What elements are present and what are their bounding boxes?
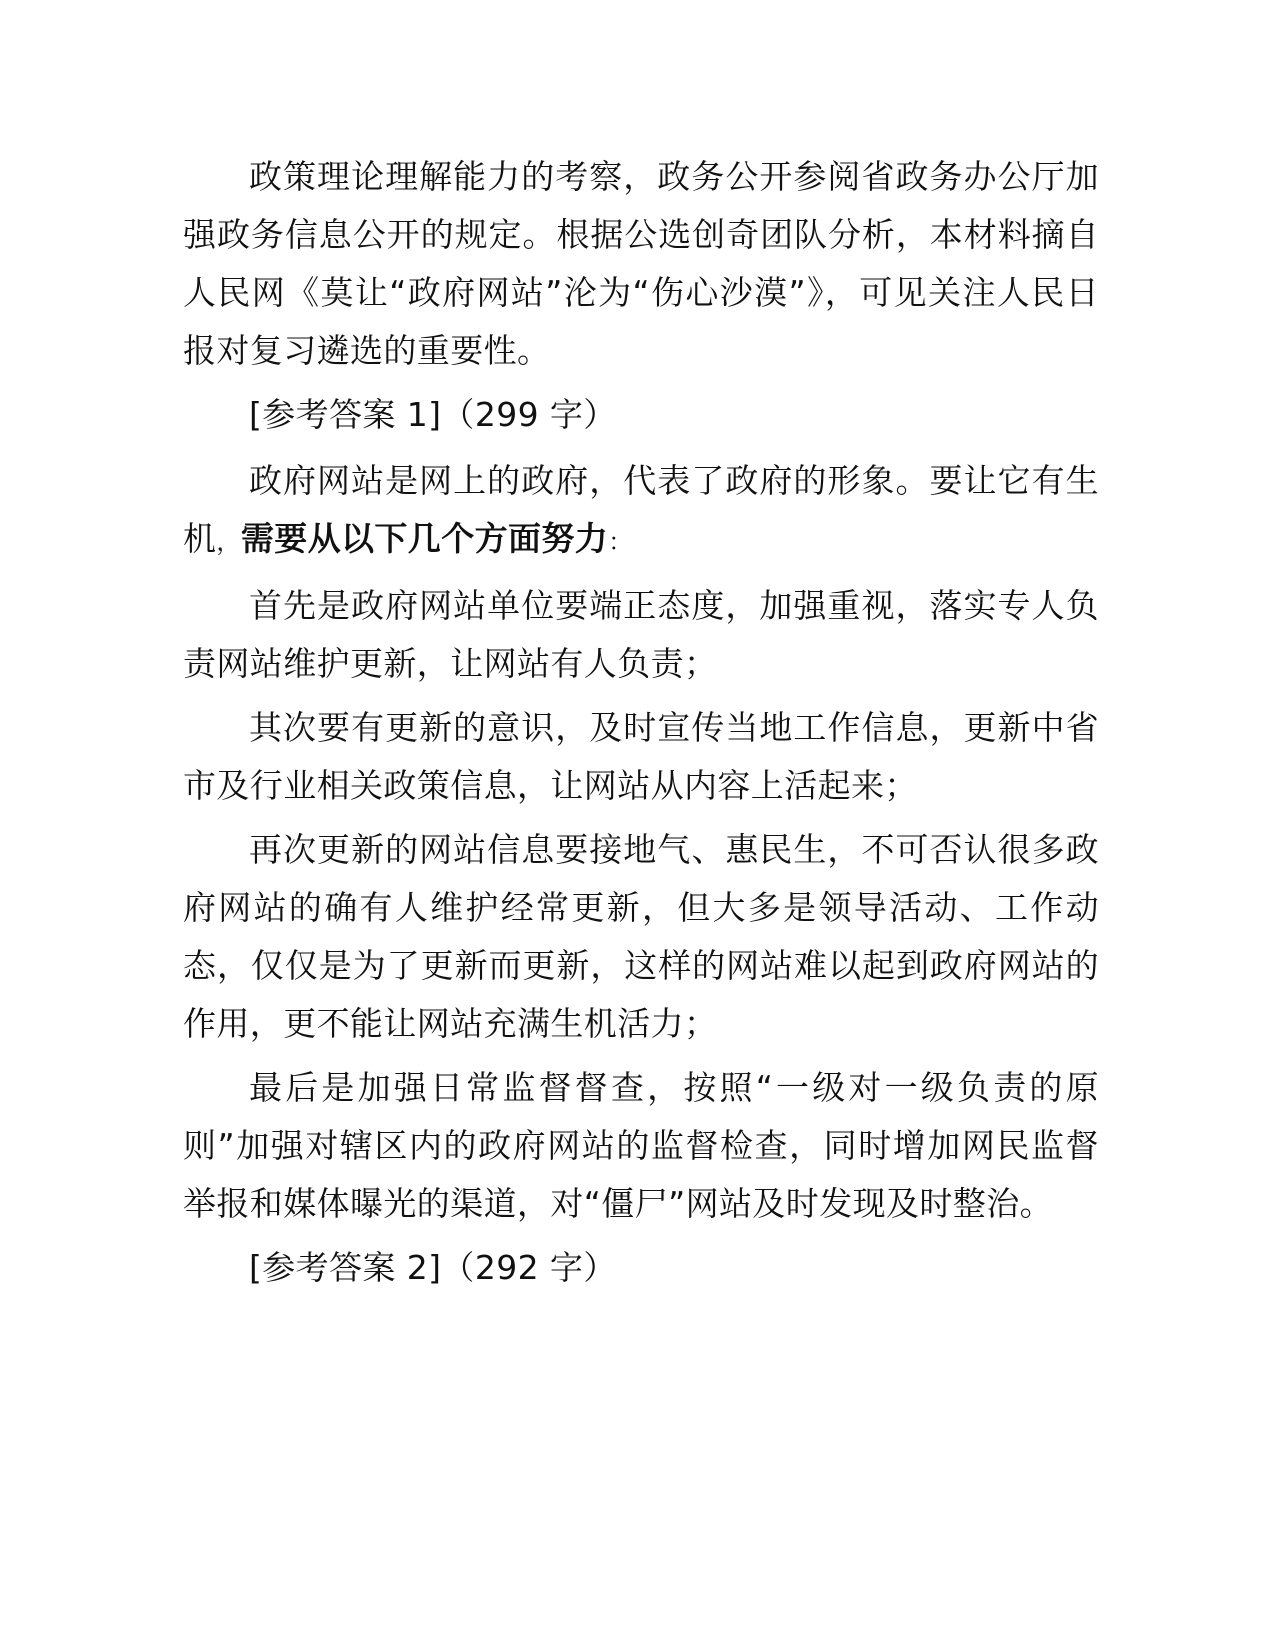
answer-1-paragraph-5: 最后是加强日常监督督查，按照“一级对一级负责的原则”加强对辖区内的政府网站的监督检查，同时增加网民监督举报和媒体曝光的渠道，对“僵尸”网站及时发现及时整治。 xyxy=(183,1068,1099,1223)
answer-1-paragraph-1-bold: 需要从以下几个方面努力 xyxy=(240,519,609,558)
answer-1-paragraph-2: 首先是政府网站单位要端正态度，加强重视，落实专人负责网站维护更新，让网站有人负责； xyxy=(183,586,1099,683)
answer-1-paragraph-3: 其次要有更新的意识，及时宣传当地工作信息，更新中省市及行业相关政策信息，让网站从内容上活起来； xyxy=(183,708,1099,805)
answer-1-heading: [参考答案 1]（299 字） xyxy=(249,395,617,434)
answer-1-paragraph-1 xyxy=(183,452,1099,571)
answer-2-heading: [参考答案 2]（292 字） xyxy=(249,1248,617,1287)
document-page xyxy=(183,148,1099,1305)
answer-1-paragraph-1-colon: ： xyxy=(608,528,633,556)
answer-1-paragraph-1-lead: 政府网站是网上的政府，代表了政府的形象。要让它有生机 xyxy=(183,461,1099,558)
answer-1-paragraph-4: 再次更新的网站信息要接地气、惠民生，不可否认很多政府网站的确有人维护经常更新，但大多是领导活动、工作动态，仅仅是为了更新而更新，这样的网站难以起到政府网站的作用，更不能让网站充满生机活力； xyxy=(183,830,1099,1043)
answer-1-paragraph-1-comma: ， xyxy=(216,528,241,556)
intro-paragraph: 政策理论理解能力的考察，政务公开参阅省政务办公厅加强政务信息公开的规定。根据公选创奇团队分析，本材料摘自人民网《莫让“政府网站”沦为“伤心沙漠”》，可见关注人民日报对复习遴选的重要性。 xyxy=(183,157,1099,370)
